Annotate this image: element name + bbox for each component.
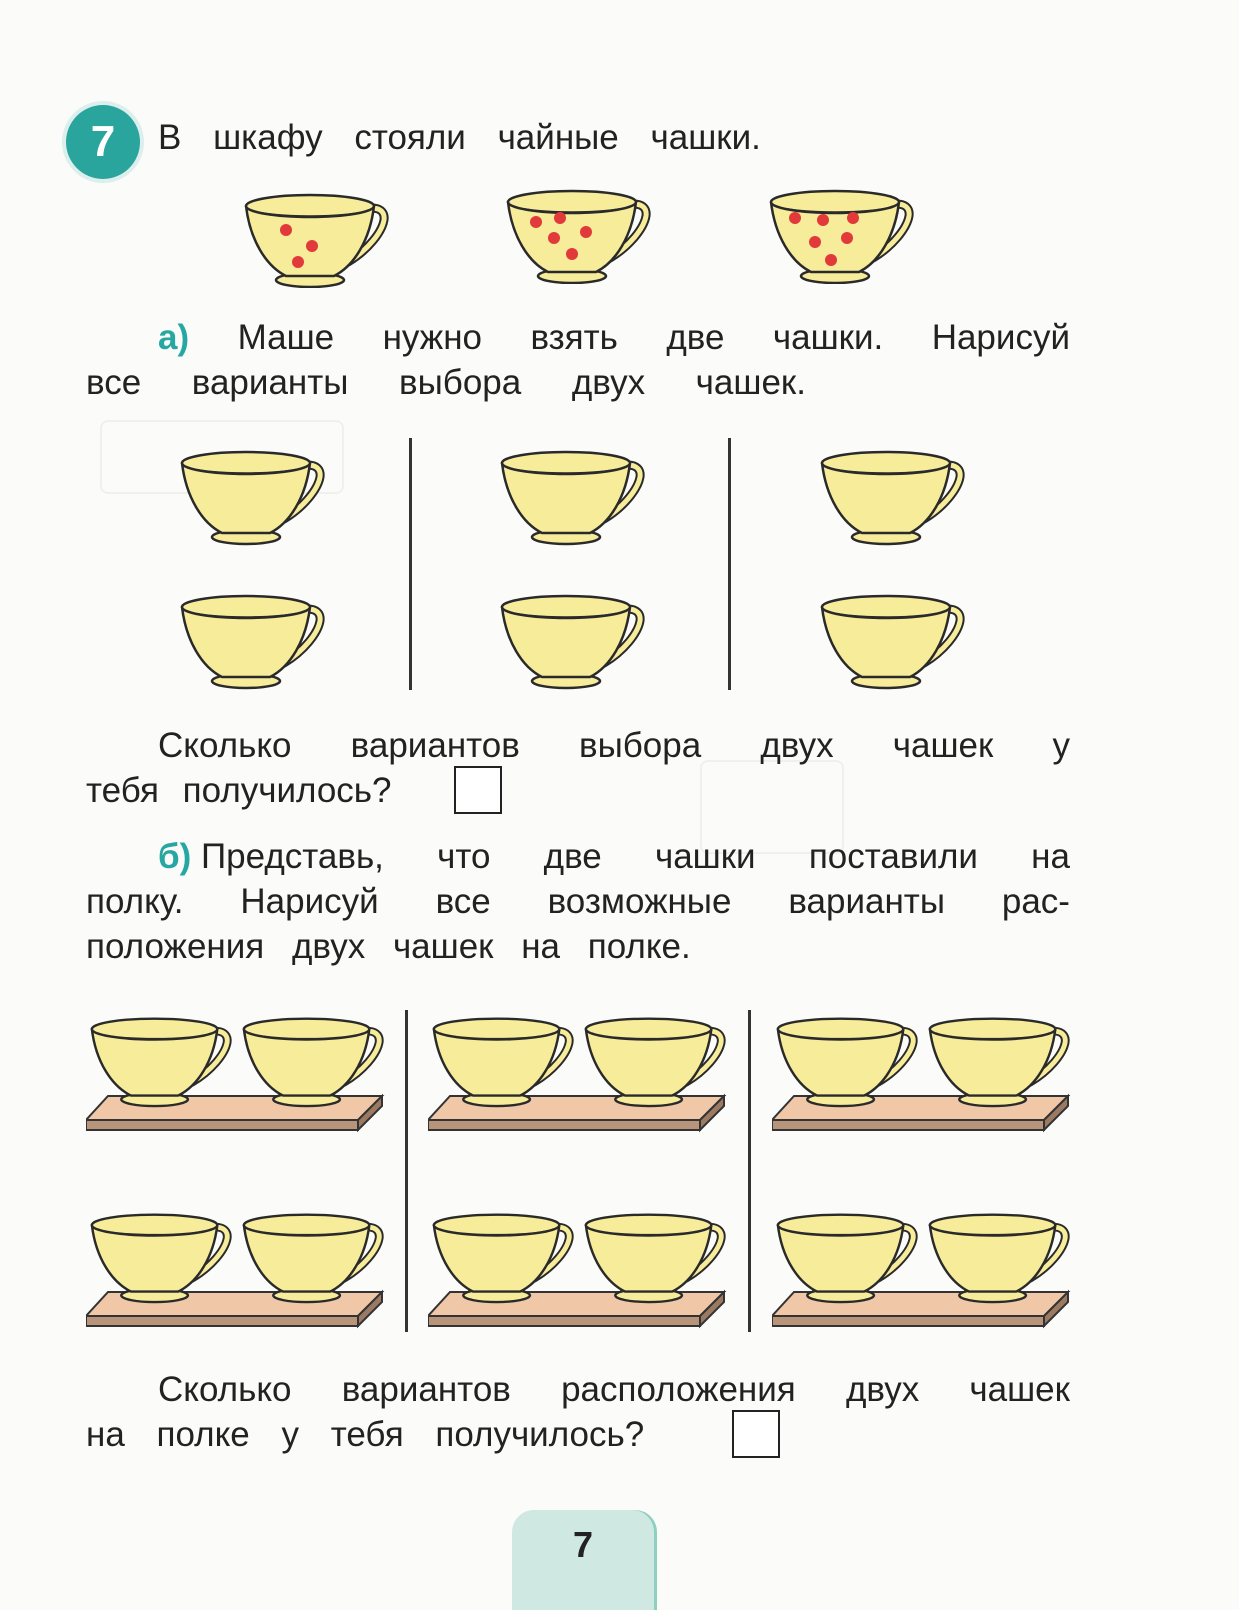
- word: рас-: [1001, 882, 1070, 921]
- word: чашек.: [695, 363, 806, 402]
- shelf-cup-left: [92, 1019, 227, 1106]
- red-dot: [306, 240, 318, 252]
- choice-cup[interactable]: [816, 440, 966, 550]
- part-b-line-1: [158, 835, 1070, 879]
- task-intro: В шкафу стояли чайные чашки.: [158, 118, 761, 157]
- red-dot: [280, 224, 292, 236]
- red-dot: [817, 214, 829, 226]
- word: у: [1052, 726, 1070, 765]
- word: двух: [845, 1370, 920, 1409]
- choice-cup[interactable]: [816, 584, 966, 694]
- word: полку.: [86, 882, 184, 921]
- part-b-first: [158, 835, 384, 879]
- word: Маше: [237, 318, 335, 357]
- shelf-cup-right: [244, 1215, 379, 1302]
- word: Представь,: [201, 837, 384, 876]
- word: чашек: [892, 726, 994, 765]
- red-dot: [789, 212, 801, 224]
- word: варианты: [788, 882, 945, 921]
- red-dot: [841, 232, 853, 244]
- word: выбора: [399, 363, 522, 402]
- shelf-with-cups[interactable]: [86, 1206, 386, 1332]
- shelf-cup-right: [244, 1019, 379, 1106]
- dotted-cup-2: [502, 184, 652, 284]
- word: поставили: [808, 837, 978, 876]
- word: вариантов: [341, 1370, 511, 1409]
- word: вариантов: [350, 726, 520, 765]
- word: на: [1031, 837, 1070, 876]
- word: выбора: [579, 726, 702, 765]
- shelf-cup-left: [434, 1019, 569, 1106]
- part-a-question-line-1: [158, 724, 1070, 768]
- dotted-cup-3: [765, 184, 915, 284]
- word: две: [543, 837, 602, 876]
- answer-box-b[interactable]: [732, 1410, 780, 1458]
- part-b-question-line-2: на полке у тебя получилось?: [86, 1415, 645, 1454]
- page-number: 7: [512, 1510, 654, 1610]
- part-a-label: а): [158, 318, 190, 357]
- part-b-line-3: положения двух чашек на полке.: [86, 927, 691, 966]
- word: варианты: [191, 363, 349, 402]
- red-dot: [566, 248, 578, 260]
- red-dot: [847, 212, 859, 224]
- word: нужно: [382, 318, 482, 357]
- choice-cup[interactable]: [496, 440, 646, 550]
- choice-cup[interactable]: [176, 584, 326, 694]
- shelf-cup-left: [778, 1019, 913, 1106]
- red-dot: [530, 216, 542, 228]
- word: возможные: [547, 882, 732, 921]
- word: все: [86, 363, 142, 402]
- word: Сколько: [158, 726, 292, 765]
- shelf-cup-right: [930, 1215, 1065, 1302]
- word: двух: [760, 726, 834, 765]
- shelf-cup-left: [92, 1215, 227, 1302]
- word: все: [435, 882, 491, 921]
- dotted-cup-1: [240, 188, 390, 288]
- choice-cup[interactable]: [496, 584, 646, 694]
- shelf-with-cups[interactable]: [772, 1206, 1072, 1332]
- shelf-with-cups[interactable]: [428, 1010, 728, 1136]
- red-dot: [580, 226, 592, 238]
- shelf-with-cups[interactable]: [772, 1010, 1072, 1136]
- task-number-badge: 7: [66, 105, 140, 179]
- word: Нарисуй: [240, 882, 379, 921]
- word: двух: [571, 363, 646, 402]
- divider: [748, 1010, 751, 1332]
- shelf-cup-right: [586, 1215, 721, 1302]
- shelf-cup-left: [778, 1215, 913, 1302]
- red-dot: [548, 232, 560, 244]
- shelf-with-cups[interactable]: [428, 1206, 728, 1332]
- word: расположения: [561, 1370, 796, 1409]
- part-a-line-1: [158, 316, 1070, 360]
- divider: [405, 1010, 408, 1332]
- part-b-label: б): [158, 837, 192, 876]
- part-a-line-2: [86, 361, 806, 405]
- word: чашки.: [772, 318, 884, 357]
- word: Сколько: [158, 1370, 292, 1409]
- choice-cup[interactable]: [176, 440, 326, 550]
- word: две: [666, 318, 725, 357]
- word: что: [437, 837, 491, 876]
- part-b-line-2: [86, 880, 1070, 924]
- word: взять: [530, 318, 618, 357]
- red-dot: [825, 254, 837, 266]
- red-dot: [809, 236, 821, 248]
- red-dot: [292, 256, 304, 268]
- divider: [728, 438, 731, 690]
- word: чашки: [654, 837, 756, 876]
- part-a-question-line-2: тебя получилось?: [86, 771, 392, 810]
- divider: [409, 438, 412, 690]
- part-b-question-line-1: [158, 1368, 1070, 1412]
- word: чашек: [969, 1370, 1070, 1409]
- shelf-cup-left: [434, 1215, 569, 1302]
- answer-box-a[interactable]: [454, 766, 502, 814]
- shelf-with-cups[interactable]: [86, 1010, 386, 1136]
- red-dot: [554, 212, 566, 224]
- shelf-cup-right: [930, 1019, 1065, 1106]
- word: Нарисуй: [931, 318, 1070, 357]
- shelf-cup-right: [586, 1019, 721, 1106]
